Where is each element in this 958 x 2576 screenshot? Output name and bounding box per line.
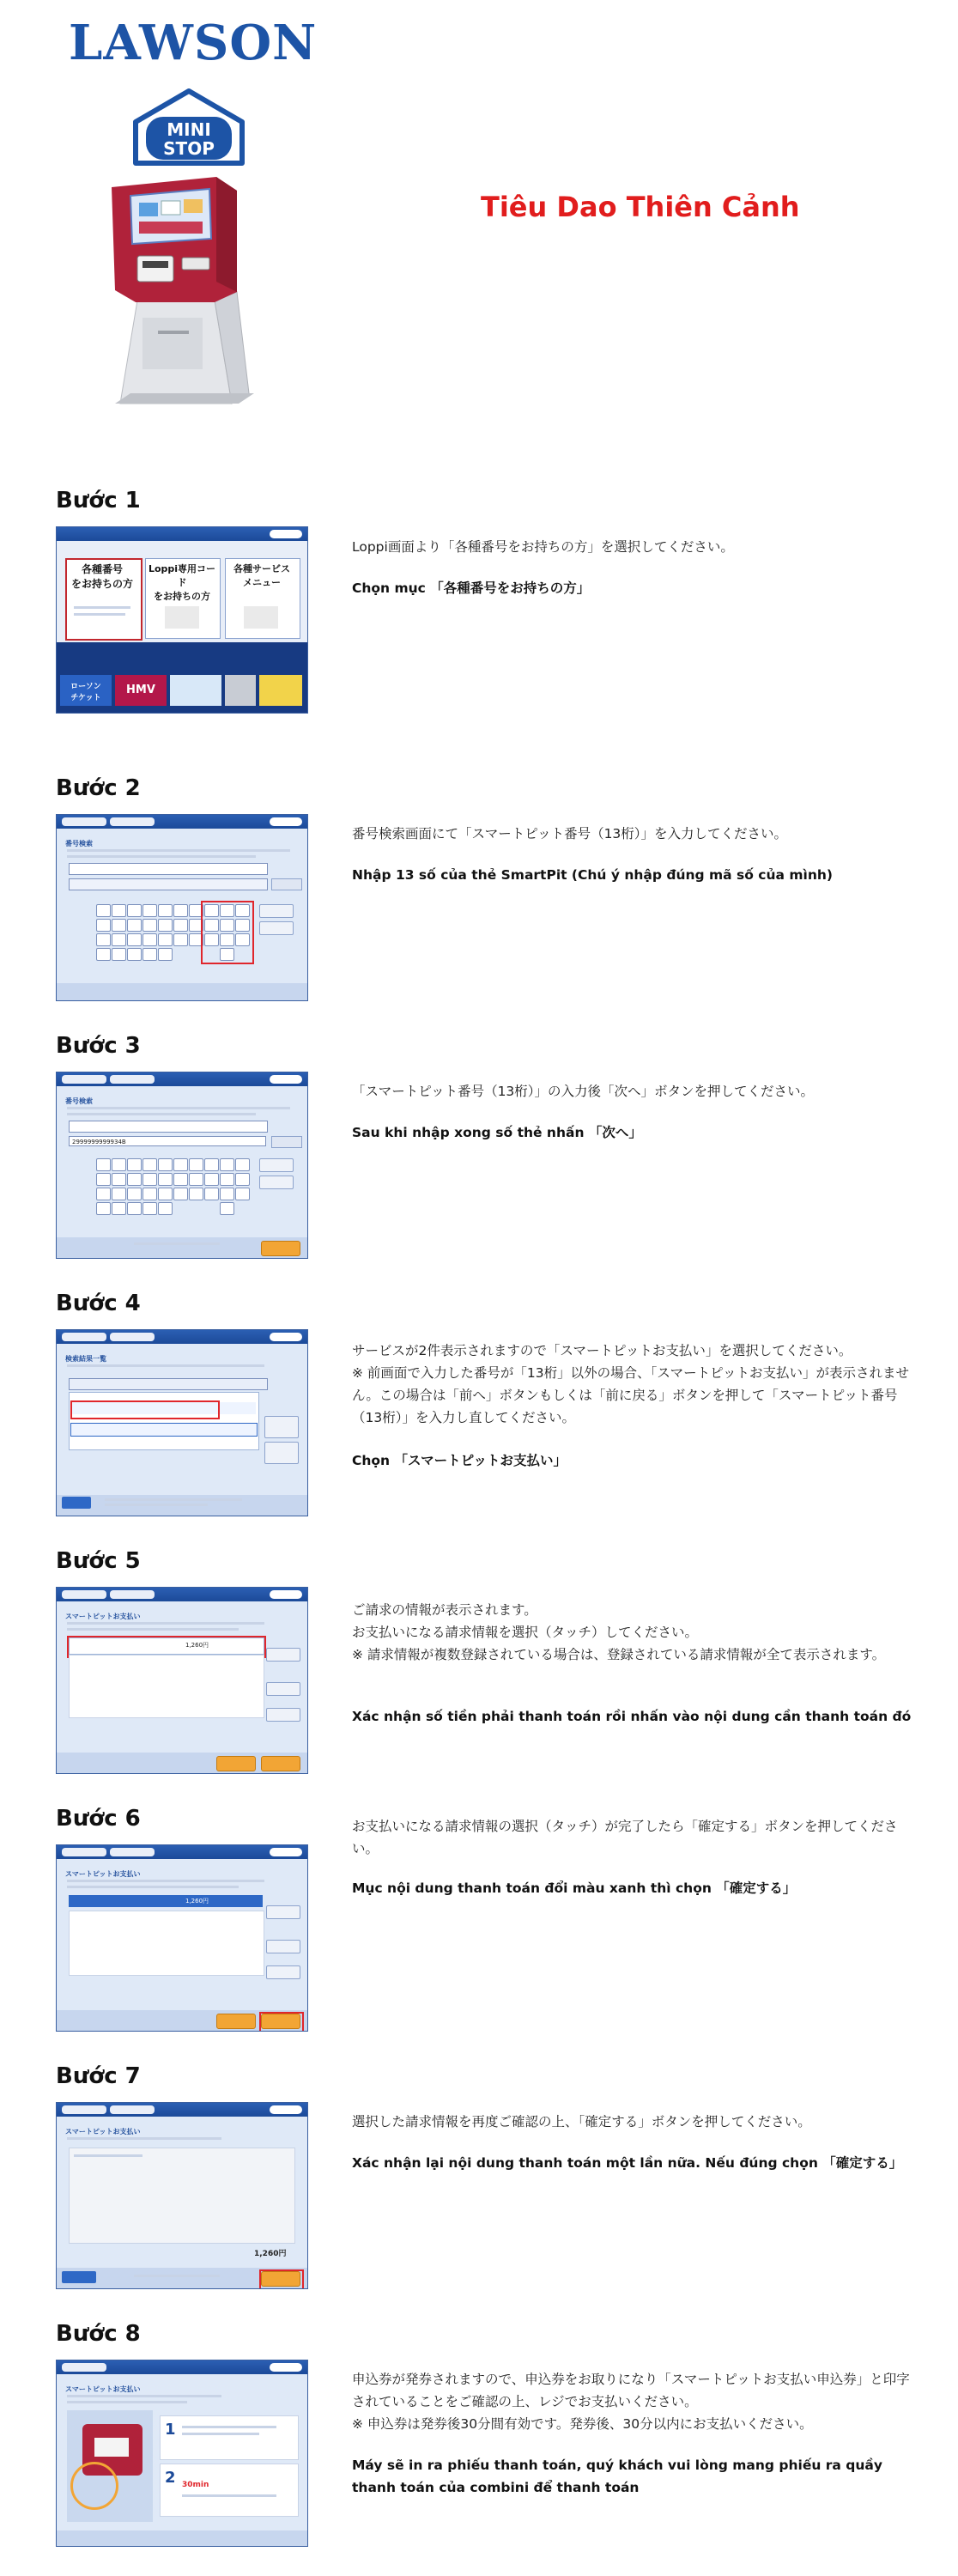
lawson-ticket-banner[interactable]: ローソン チケット: [60, 675, 112, 706]
step-8-heading: Bước 8: [56, 2321, 141, 2347]
amount-value: 1,260円: [185, 1642, 209, 1649]
step-2-jp-text: 番号検索画面にて「スマートピット番号（13桁）」を入力してください。: [352, 826, 788, 841]
ministop-logo: [127, 88, 251, 167]
step-5-jp-text: ご請求の情報が表示されます。 お支払いになる請求情報を選択（タッチ）してください。 ※ 請求情報が複数登録されている場合は、登録されている請求情報が全て表示されます。: [352, 1602, 886, 1662]
step-2-heading: Bước 2: [56, 775, 141, 801]
step-6-jp-text: お支払いになる請求情報の選択（タッチ）が完了したら「確定する」ボタンを押してください。: [352, 1819, 898, 1856]
step-1-vn-text: Chọn mục 「各種番号をお持ちの方」: [352, 580, 591, 596]
screen-title: スマートピットお支払い: [65, 2128, 141, 2136]
screen-title: 検索結果一覧: [65, 1355, 106, 1363]
ministop-bottom-text: STOP: [163, 138, 215, 159]
step-5-vn-text: Xác nhận số tiền phải thanh toán rồi nhấn vào nội dung cần thanh toán đó: [352, 1709, 912, 1724]
step-6-heading: Bước 6: [56, 1806, 141, 1832]
loppi-kiosk-image: [86, 172, 266, 421]
screen-title: スマートピットお支払い: [65, 2385, 141, 2393]
step-7-jp-text: 選択した請求情報を再度ご確認の上、「確定する」ボタンを押してください。: [352, 2114, 811, 2129]
screen-title: スマートピットお支払い: [65, 1613, 141, 1620]
step-4-vn-text: Chọn 「スマートピットお支払い」: [352, 1453, 567, 1468]
step-8-screenshot: [56, 2360, 308, 2547]
step-4-heading: Bước 4: [56, 1291, 141, 1316]
step-3-jp-text: 「スマートピット番号（13桁）」の入力後「次へ」ボタンを押してください。: [352, 1084, 815, 1099]
menu-box-services[interactable]: 各種サービス メニュー: [233, 563, 290, 588]
step-1-jp-text: Loppi画面より「各種番号をお持ちの方」を選択してください。: [352, 539, 734, 555]
step-2-vn-text: Nhập 13 số của thẻ SmartPit (Chú ý nhập đúng mã số của mình): [352, 867, 834, 883]
screen-title: 番号検索: [65, 1097, 93, 1105]
ministop-top-text: MINI: [167, 119, 211, 140]
step-6-screenshot: [56, 1844, 308, 2032]
step-6-vn-text: Mục nội dung thanh toán đổi màu xanh thì chọn 「確定する」: [352, 1880, 797, 1896]
step-5-screenshot: [56, 1587, 308, 1774]
screen-title: 番号検索: [65, 840, 93, 848]
screen-title: スマートピットお支払い: [65, 1870, 141, 1878]
amount-value: 1,260円: [185, 1898, 209, 1905]
step-8-vn-text: Máy sẽ in ra phiếu thanh toán, quý khách vui lòng mang phiếu ra quầy thanh toán của combini để thanh toán: [352, 2458, 882, 2495]
step-7-heading: Bước 7: [56, 2063, 141, 2089]
step-3-screenshot: [56, 1072, 308, 1259]
step-3-heading: Bước 3: [56, 1033, 141, 1059]
step-4-jp-text: サービスが2件表示されますので「スマートピットお支払い」を選択してください。 ※ 前画面で入力した番号が「13桁」以外の場合、「スマートピットお支払い」が表示されません。この場合は「前へ」ボタンもしくは「前に戻る」ボタンを押して「スマートピット番号（13桁）」を入力し直してください。: [352, 1343, 909, 1425]
hmv-banner[interactable]: HMV: [115, 675, 167, 706]
step-1-heading: Bước 1: [56, 488, 141, 513]
step-note-1: 1: [165, 2421, 176, 2439]
step-7-vn-text: Xác nhận lại nội dung thanh toán một lần nữa. Nếu đúng chọn 「確定する」: [352, 2155, 903, 2171]
menu-box-numbers[interactable]: 各種番号 をお持ちの方: [70, 563, 133, 590]
menu-box-loppi-code[interactable]: Loppi専用コード をお持ちの方: [148, 563, 216, 602]
step-4-screenshot: [56, 1329, 308, 1516]
total-amount: 1,260円: [254, 2250, 287, 2258]
step-3-vn-text: Sau khi nhập xong số thẻ nhấn 「次へ」: [352, 1125, 642, 1140]
step-5-heading: Bước 5: [56, 1548, 141, 1574]
valid-minutes: 30min: [182, 2481, 209, 2489]
step-7-screenshot: [56, 2102, 308, 2289]
step-note-2: 2: [165, 2469, 176, 2487]
step-8-jp-text: 申込券が発券されますので、申込券をお取りになり「スマートピットお支払い申込券」と印字されていることをご確認の上、レジでお支払いください。 ※ 申込券は発券後30分間有効です。発券後、30分以内にお支払いください。: [352, 2372, 910, 2432]
number-input[interactable]: 2999999999934B: [69, 1136, 266, 1146]
step-2-screenshot: [56, 814, 308, 1001]
lawson-logo: LAWSON: [69, 15, 318, 71]
step-1-screenshot: [56, 526, 308, 714]
page-title: Tiêu Dao Thiên Cảnh: [481, 191, 800, 223]
